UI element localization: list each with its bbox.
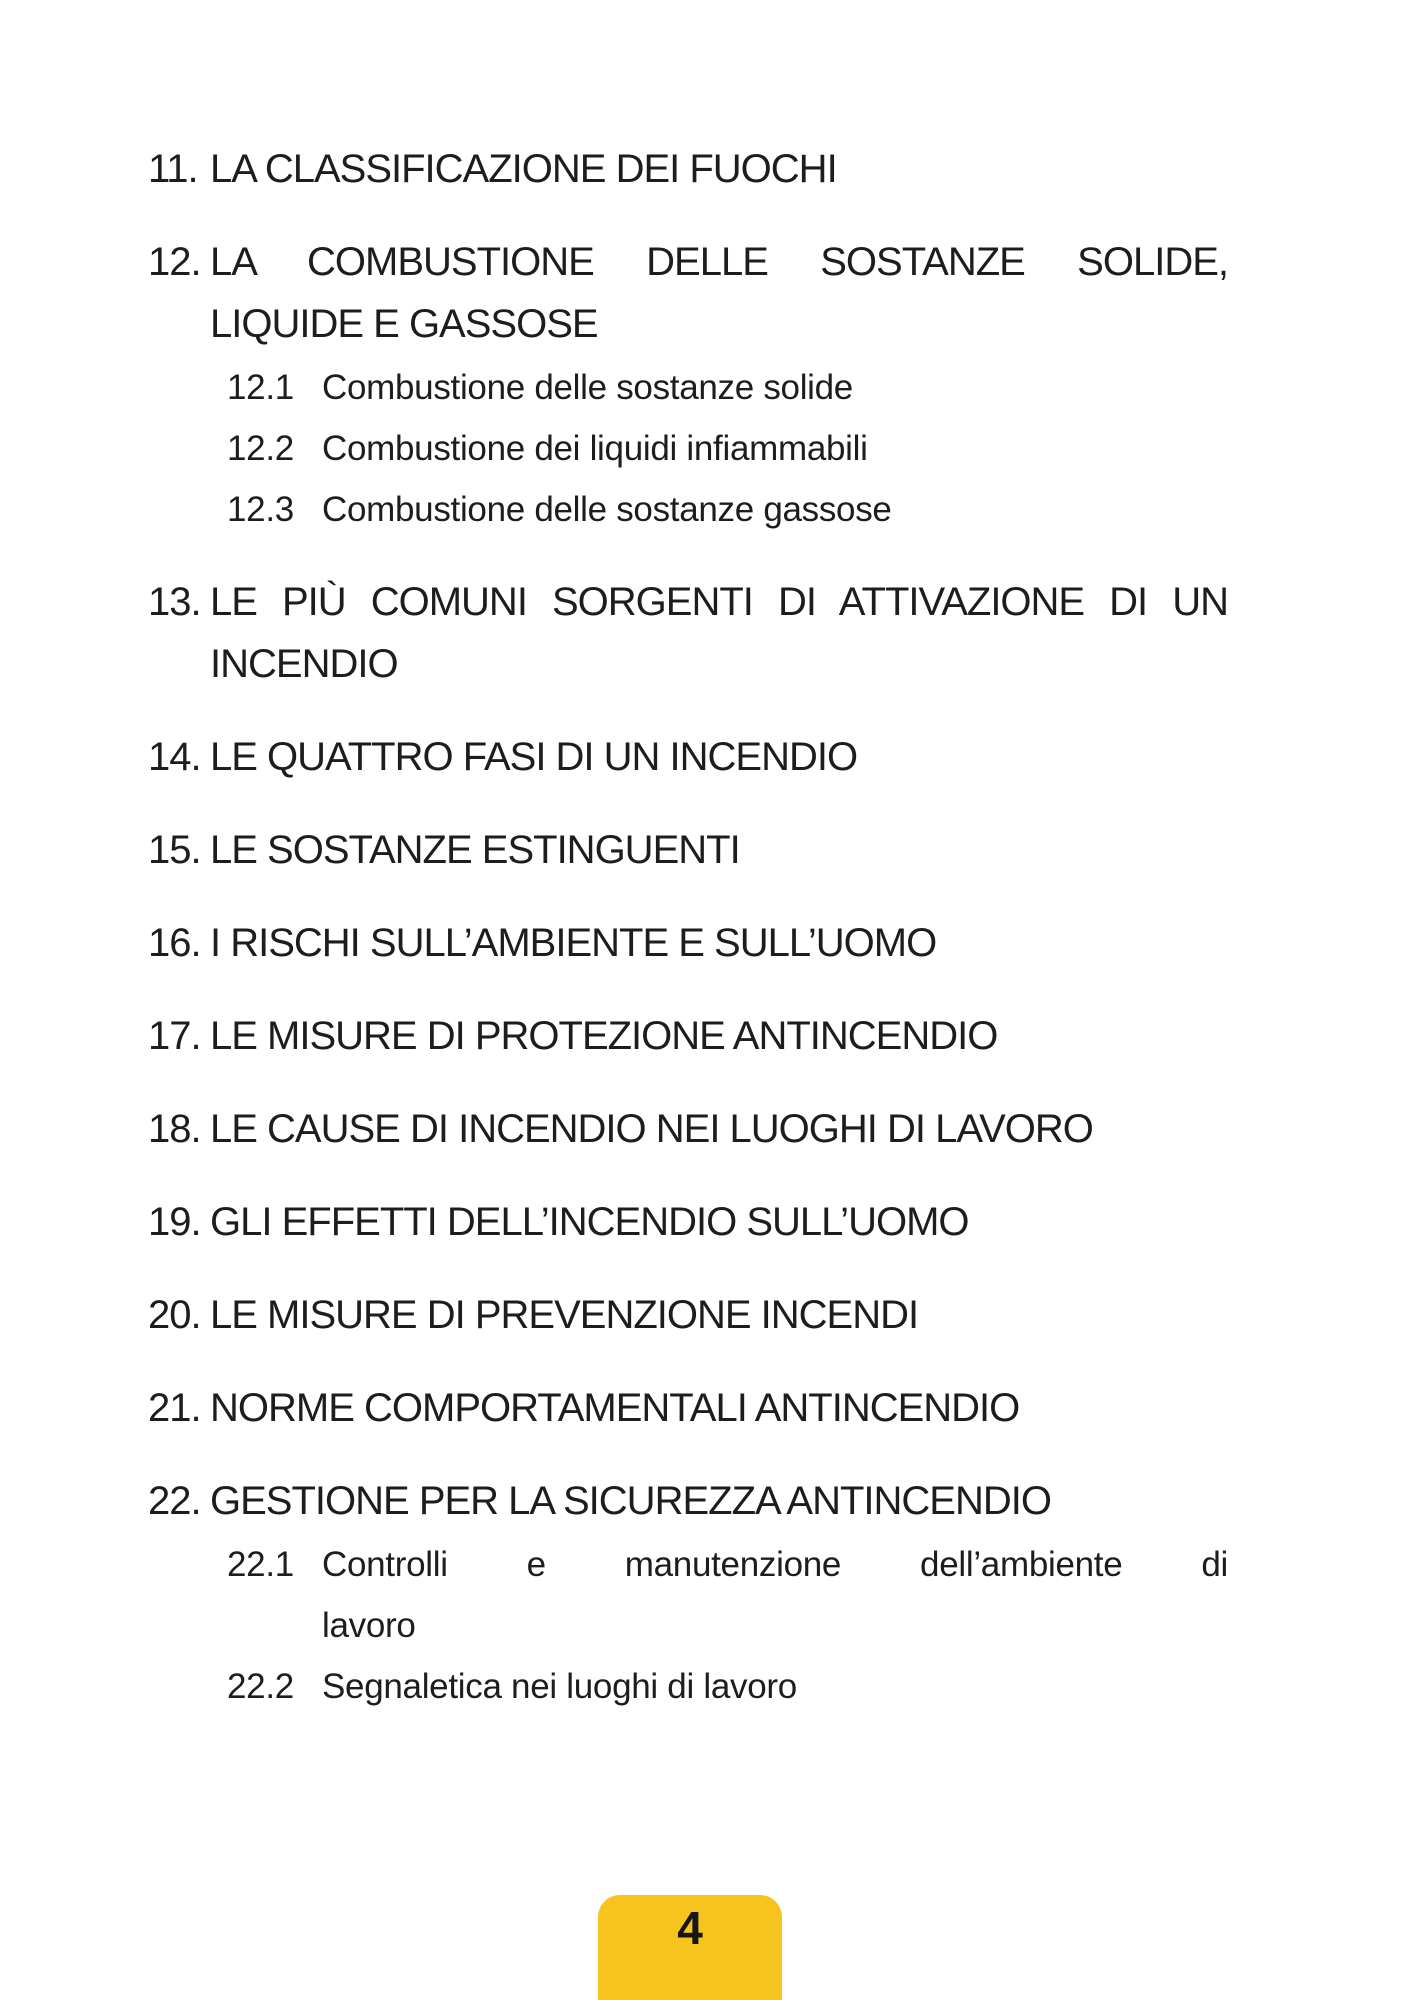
toc-item-number: 19. [148, 1200, 201, 1244]
toc-item [148, 1284, 1228, 1346]
toc-subitem-number: 12.2 [227, 429, 294, 468]
toc-item [148, 819, 1228, 881]
toc-subitem-line: Controlli e manutenzione dell’ambiente di [322, 1545, 1228, 1584]
toc-item-number: 21. [148, 1386, 201, 1430]
toc-item [148, 726, 1228, 788]
toc-item-number: 17. [148, 1014, 201, 1058]
toc-item-line: GLI EFFETTI DELL’INCENDIO SULL’UOMO [210, 1200, 969, 1244]
toc-item [148, 138, 1228, 200]
toc-item-line: I RISCHI SULL’AMBIENTE E SULL’UOMO [210, 921, 937, 965]
toc-item-number: 14. [148, 735, 201, 779]
toc-item-line: LE PIÙ COMUNI SORGENTI DI ATTIVAZIONE DI UN [210, 580, 1228, 624]
toc-subitem-line: lavoro [322, 1606, 416, 1645]
toc-item-line: LA CLASSIFICAZIONE DEI FUOCHI [210, 147, 837, 191]
toc-subitem [227, 357, 1228, 418]
toc-item-number: 16. [148, 921, 201, 965]
toc-item-line: GESTIONE PER LA SICUREZZA ANTINCENDIO [210, 1479, 1051, 1523]
toc-sublist [227, 357, 1228, 540]
toc-item-line: LIQUIDE E GASSOSE [210, 302, 598, 346]
toc-item-number: 15. [148, 828, 201, 872]
toc-item-line: LE MISURE DI PROTEZIONE ANTINCENDIO [210, 1014, 998, 1058]
toc-item [148, 1470, 1228, 1717]
page-number-badge [598, 1895, 782, 2000]
toc-item [148, 231, 1228, 540]
toc-item [148, 1005, 1228, 1067]
toc-subitem [227, 479, 1228, 540]
toc-subitem-number: 22.1 [227, 1545, 294, 1584]
toc-subitem-line: Combustione delle sostanze solide [322, 368, 853, 407]
toc-subitem-line: Combustione dei liquidi infiammabili [322, 429, 868, 468]
toc-subitem-line: Combustione delle sostanze gassose [322, 490, 892, 529]
toc-subitem-number: 22.2 [227, 1667, 294, 1706]
toc-subitem [227, 1534, 1228, 1656]
toc-item-line: LE MISURE DI PREVENZIONE INCENDI [210, 1293, 919, 1337]
toc-sublist [227, 1534, 1228, 1717]
toc-item-number: 13. [148, 580, 201, 624]
toc-item-number: 12. [148, 240, 201, 284]
toc-item-line: LE SOSTANZE ESTINGUENTI [210, 828, 740, 872]
toc-item [148, 912, 1228, 974]
toc-item-line: LA COMBUSTIONE DELLE SOSTANZE SOLIDE, [210, 240, 1228, 284]
toc-item [148, 1377, 1228, 1439]
toc-item [148, 1098, 1228, 1160]
toc-subitem [227, 418, 1228, 479]
toc-subitem-number: 12.1 [227, 368, 294, 407]
toc-item-number: 11. [148, 147, 198, 191]
toc-subitem [227, 1656, 1228, 1717]
toc-item [148, 571, 1228, 695]
toc-item-line: LE CAUSE DI INCENDIO NEI LUOGHI DI LAVORO [210, 1107, 1093, 1151]
page-number: 4 [677, 1902, 703, 1954]
toc-item-number: 18. [148, 1107, 201, 1151]
toc-item-number: 22. [148, 1479, 201, 1523]
toc-item [148, 1191, 1228, 1253]
toc-item-number: 20. [148, 1293, 201, 1337]
toc-subitem-line: Segnaletica nei luoghi di lavoro [322, 1667, 797, 1706]
toc-item-line: NORME COMPORTAMENTALI ANTINCENDIO [210, 1386, 1020, 1430]
toc-item-line: LE QUATTRO FASI DI UN INCENDIO [210, 735, 858, 779]
table-of-contents [148, 138, 1228, 1748]
toc-subitem-number: 12.3 [227, 490, 294, 529]
toc-item-line: INCENDIO [210, 642, 398, 686]
